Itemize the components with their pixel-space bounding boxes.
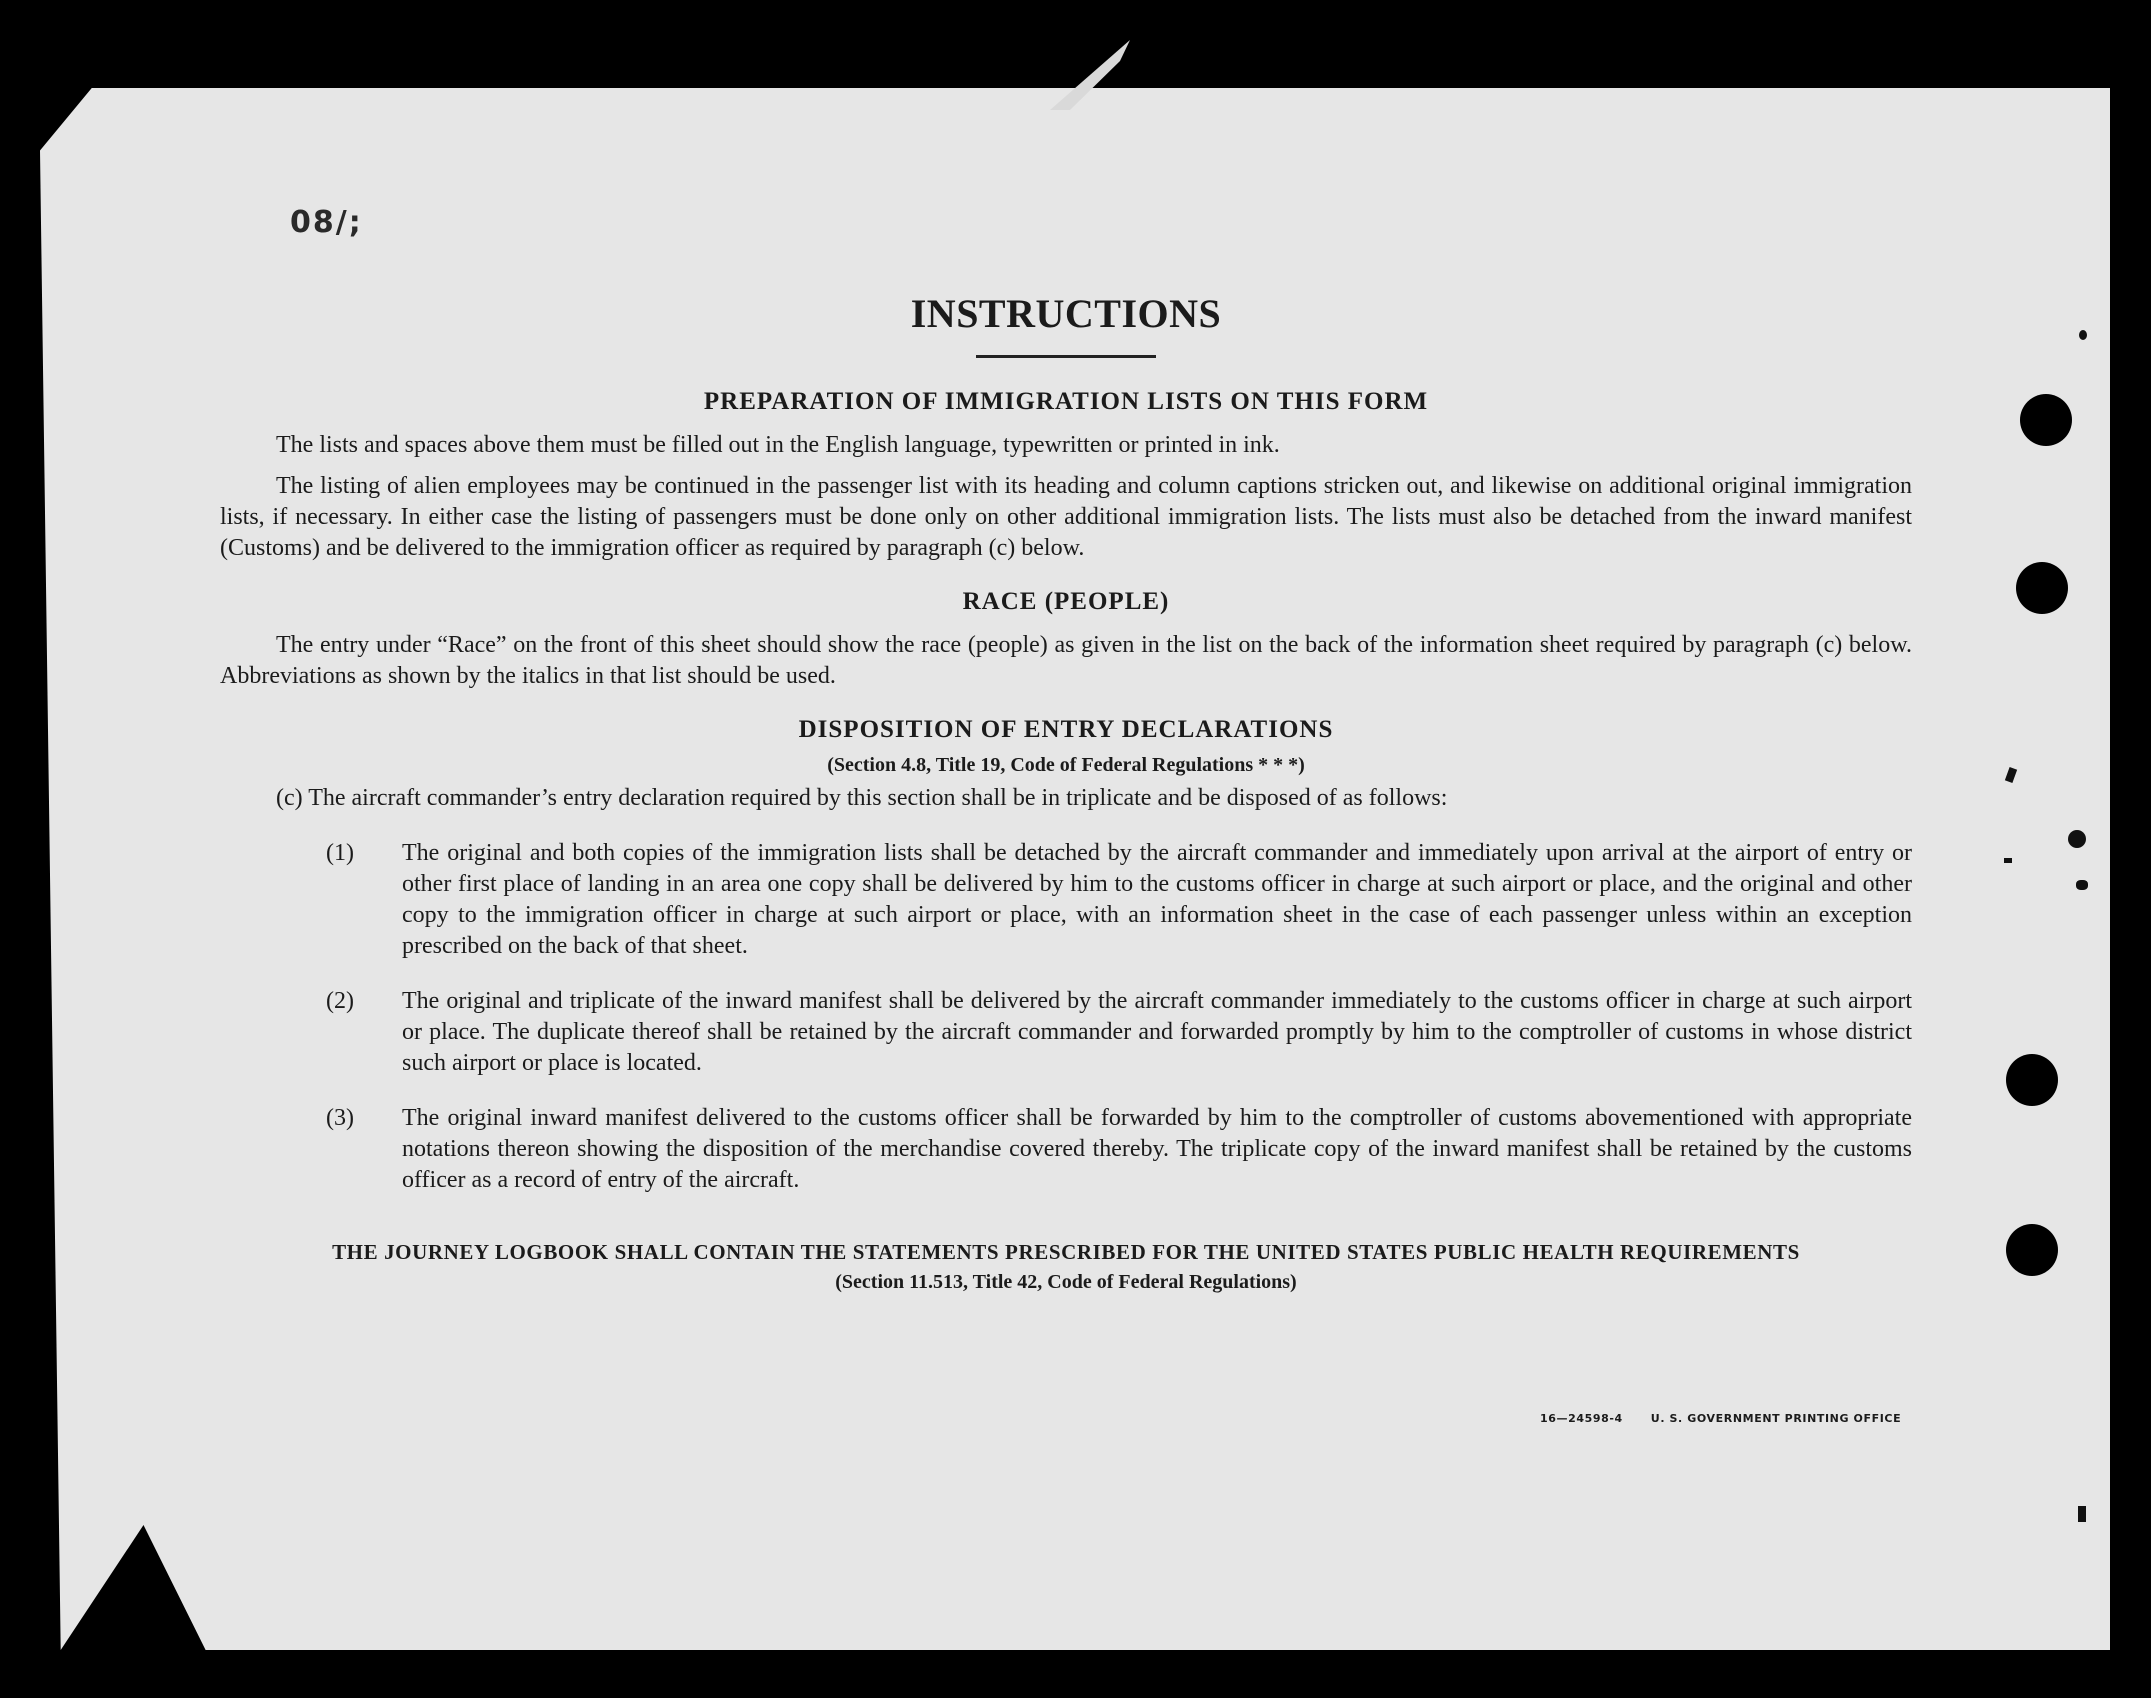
paragraph: The entry under “Race” on the front of this sheet should show the race (people) as given in the list on the back of the information sheet required by paragraph (c) below. Abbreviations as shown by the italics in that list should be used.: [220, 632, 1912, 689]
paragraph: The lists and spaces above them must be filled out in the English language, typewritten or printed in ink.: [276, 432, 1280, 458]
document-body: [220, 290, 1912, 1294]
form-number: 16—24598-4: [1540, 1412, 1623, 1425]
printer-name: U. S. GOVERNMENT PRINTING OFFICE: [1650, 1412, 1902, 1425]
margin-mark: [2079, 330, 2087, 340]
stamp-number: 08/;: [290, 205, 363, 240]
section-title-disposition: DISPOSITION OF ENTRY DECLARATIONS: [798, 716, 1334, 743]
list-item: [326, 838, 1912, 962]
margin-mark: [2078, 1506, 2086, 1522]
list-item-mark: (1): [326, 840, 354, 866]
paragraph-text: The aircraft commander’s entry declaration required by this section shall be in triplicate and be disposed of as follows:: [308, 785, 1448, 811]
margin-mark: [2004, 858, 2012, 863]
title-rule: [976, 355, 1156, 358]
punch-hole-1: [2020, 394, 2072, 446]
margin-mark: [2068, 830, 2086, 848]
margin-mark: [2076, 880, 2088, 890]
paragraph-c: [220, 783, 1912, 814]
list-item-mark: (3): [326, 1105, 354, 1131]
punch-hole-2: [2016, 562, 2068, 614]
punch-hole-4: [2006, 1224, 2058, 1276]
page-title: INSTRUCTIONS: [910, 291, 1222, 336]
footer-title: THE JOURNEY LOGBOOK SHALL CONTAIN THE STATEMENTS PRESCRIBED FOR THE UNITED STATES PUBLIC HEALTH REQUIREMENTS: [332, 1240, 1800, 1264]
list-item: [326, 1103, 1912, 1196]
section-title-immigration: PREPARATION OF IMMIGRATION LISTS ON THIS FORM: [703, 388, 1429, 415]
paragraph: The listing of alien employees may be continued in the passenger list with its heading and column captions stricken out, and likewise on additional original immigration lists, if necessary. In either case the listing of passengers must be done only on other additional immigration lists. The lists must also be detached from the inward manifest (Customs) and be delivered to the immigration officer as required by paragraph (c) below.: [220, 473, 1912, 561]
section-citation: (Section 4.8, Title 19, Code of Federal Regulations * * *): [827, 754, 1305, 776]
section-title-race: RACE (PEOPLE): [962, 588, 1170, 615]
punch-hole-3: [2006, 1054, 2058, 1106]
list-item-text: The original inward manifest delivered to the customs officer shall be forwarded by him to the comptroller of customs abovementioned with appropriate notations thereon showing the disposition of the merchandise covered thereby. The triplicate copy of the inward manifest shall be retained by the customs officer as a record of entry of the aircraft.: [402, 1105, 1912, 1193]
footer-citation: (Section 11.513, Title 42, Code of Federal Regulations): [835, 1271, 1297, 1293]
paragraph-mark: (c): [276, 785, 303, 811]
list-item-mark: (2): [326, 988, 354, 1014]
list-item-text: The original and both copies of the immigration lists shall be detached by the aircraft commander and immediately upon arrival at the airport of entry or other first place of landing in an area one copy shall be delivered by him to the customs officer in charge at such airport or place, and the original and other copy to the immigration officer in charge at such airport or place, with an information sheet in the case of each passenger unless within an exception prescribed on the back of that sheet.: [402, 840, 1912, 959]
list-item: [326, 986, 1912, 1079]
list-item-text: The original and triplicate of the inward manifest shall be delivered by the aircraft commander immediately to the customs officer in charge at such airport or place. The duplicate thereof shall be retained by the aircraft commander and forwarded promptly by him to the comptroller of customs in whose district such airport or place is located.: [402, 988, 1912, 1076]
printer-line: [1540, 1412, 1929, 1425]
